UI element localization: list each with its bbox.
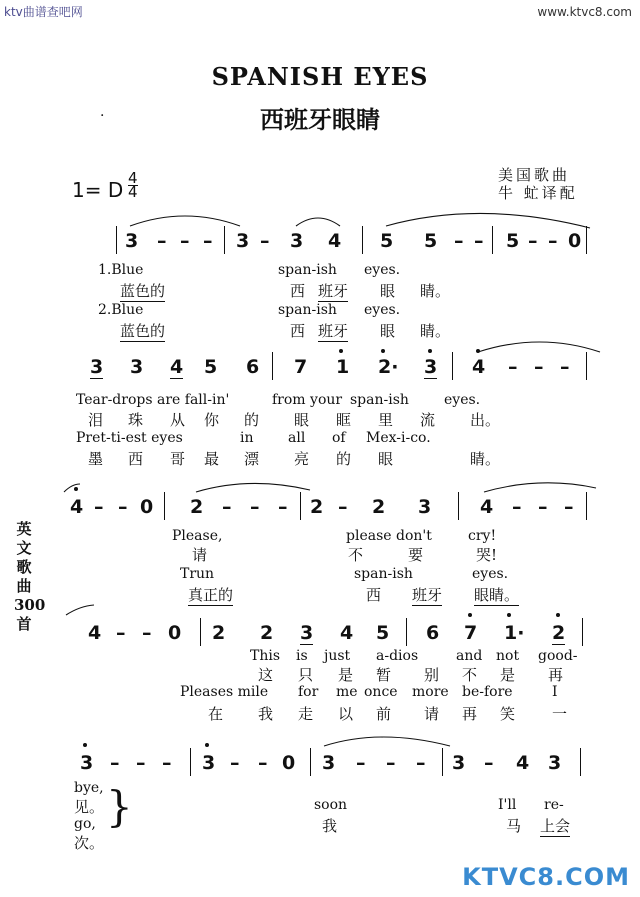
high-octave-dot: [381, 349, 385, 353]
note: 7: [294, 356, 308, 378]
lyric-v1-zh: 出。: [470, 411, 501, 429]
lyric-v2-en: 我: [322, 817, 338, 835]
lyric-v1-en: please don't: [346, 528, 432, 544]
note: –: [484, 752, 494, 774]
note: –: [538, 496, 548, 518]
lyric-v1-zh: 不: [462, 666, 478, 684]
lyric-v2-en: Trun: [180, 566, 215, 582]
lyric-v1-zh: 西: [290, 282, 306, 300]
lyric-v2-zh: 西: [128, 450, 144, 468]
note: –: [203, 230, 213, 252]
high-octave-dot: [468, 613, 472, 617]
note: 5: [376, 622, 390, 644]
lyric-v2-en: Mex-i-co.: [366, 430, 431, 446]
lyric-v1-en: span-ish: [350, 392, 409, 408]
note: –: [416, 752, 426, 774]
lyric-v1-zh: 是: [338, 666, 354, 684]
lyric-v1-en: I'll: [498, 797, 517, 813]
lyric-v2-en: 2.Blue: [98, 302, 144, 318]
lyric-v1-en: from your: [272, 392, 343, 408]
note: 3: [290, 230, 304, 252]
site-watermark-left: ktv曲谱查吧网: [4, 5, 83, 19]
lyric-v1-zh: 要: [408, 546, 424, 564]
lyric-v1-zh: 哭!: [476, 546, 498, 564]
note: –: [278, 496, 288, 518]
lyric-v2-en: in: [240, 430, 254, 446]
lyric-v1-en: eyes.: [364, 262, 401, 278]
note: –: [116, 622, 126, 644]
slur: [130, 216, 240, 226]
high-octave-dot: [556, 613, 560, 617]
lyric-v2-zh: 在: [208, 705, 224, 723]
note: –: [136, 752, 146, 774]
lyric-v1-zh: 不: [348, 546, 364, 564]
lyric-v2-zh: 走: [298, 705, 314, 723]
lyric-v1-en: Tear-drops are fall-in': [76, 392, 230, 408]
song-title-english: SPANISH EYES: [211, 62, 429, 91]
lyric-v1-zh: 蓝色的: [120, 282, 166, 300]
slur: [66, 605, 94, 615]
slur: [324, 737, 450, 746]
lyric-v2-zh: 睛。: [470, 450, 501, 468]
note: 2: [190, 496, 204, 518]
lyric-v2-en: eyes.: [472, 566, 509, 582]
high-octave-dot: [507, 613, 511, 617]
lyric-v2-zh: 哥: [170, 450, 186, 468]
lyric-v1-en: soon: [314, 797, 348, 813]
lyric-v1-en: is: [296, 648, 308, 664]
note: 6: [426, 622, 440, 644]
lyric-v2-en: Pleases mile: [180, 684, 269, 700]
lyric-v2-zh: 前: [376, 705, 392, 723]
note: 5: [424, 230, 438, 252]
lyric-v1-zh: 你: [204, 411, 220, 429]
song-title-chinese: 西班牙眼睛: [260, 105, 380, 134]
note: 3: [322, 752, 336, 774]
lyric-v1-en: good-: [538, 648, 578, 664]
lyric-v1-zh: 只: [298, 666, 314, 684]
slur: [196, 483, 310, 492]
lyric-v2-zh: 眼: [378, 450, 394, 468]
note: 2: [310, 496, 324, 518]
lyric-v1-en: Please,: [172, 528, 223, 544]
note: 4: [472, 356, 486, 378]
note: 4: [88, 622, 102, 644]
note: 5: [204, 356, 218, 378]
lyric-v2-zh: 一: [552, 705, 568, 723]
note: 4: [328, 230, 342, 252]
lyric-v1-zh: 这: [258, 666, 274, 684]
note: –: [222, 496, 232, 518]
lyric-v2-en: for: [298, 684, 319, 700]
lyric-v2-en: me: [336, 684, 358, 700]
lyric-v1-en: cry!: [468, 528, 497, 544]
note: –: [230, 752, 240, 774]
lyric-v2-zh: 次。: [74, 834, 105, 852]
lyric-v2-zh: 睛。: [420, 322, 451, 340]
lyric-v2-zh: 西: [290, 322, 306, 340]
note: 0: [168, 622, 182, 644]
side-label-collection: 英文歌曲300首: [14, 520, 46, 633]
note: 1·: [504, 622, 525, 644]
note: –: [142, 622, 152, 644]
high-octave-dot: [83, 743, 87, 747]
lyric-v2-zh: 亮: [294, 450, 310, 468]
lyric-v1-en: re-: [544, 797, 564, 813]
credit-origin: 美国歌曲: [498, 166, 571, 184]
note: 0: [282, 752, 296, 774]
stray-dot: ·: [100, 108, 105, 124]
note: 4: [70, 496, 84, 518]
lyric-v1-zh: 的: [244, 411, 260, 429]
lyric-v2-en: I: [552, 684, 558, 700]
note: –: [162, 752, 172, 774]
note: 2: [372, 496, 386, 518]
lyric-v1-zh: 珠: [128, 411, 144, 429]
note: –: [94, 496, 104, 518]
lyric-v2-zh: 的: [336, 450, 352, 468]
note: –: [356, 752, 366, 774]
note: 3: [236, 230, 250, 252]
slur: [386, 213, 590, 228]
lyric-v1-en: just: [324, 648, 351, 664]
high-octave-dot: [205, 743, 209, 747]
lyric-v1-zh: 眼: [294, 411, 310, 429]
lyric-v1-en: This: [250, 648, 281, 664]
note: 3: [424, 356, 438, 378]
lyric-v2-zh: 请: [424, 705, 440, 723]
note: 3: [90, 356, 104, 378]
slurs: [64, 213, 600, 746]
note: –: [338, 496, 348, 518]
credit-translator: 牛 虻译配: [498, 184, 578, 202]
lyric-v2-en: all: [288, 430, 306, 446]
key-signature: 1= D: [72, 178, 124, 202]
note: –: [512, 496, 522, 518]
lyric-v2-zh: 墨: [88, 450, 104, 468]
lyric-v1-zh: 从: [170, 411, 186, 429]
note: –: [548, 230, 558, 252]
lyric-v1-zh: 泪: [88, 411, 104, 429]
meter-bottom: 4: [128, 183, 138, 201]
note: –: [157, 230, 167, 252]
lyric-v2-zh: 西: [366, 586, 382, 604]
note: –: [474, 230, 484, 252]
lyric-v2-en: more: [412, 684, 449, 700]
note: 3: [300, 622, 314, 644]
lyric-v1-zh: 见。: [74, 798, 105, 816]
note: 3: [452, 752, 466, 774]
note: –: [260, 230, 270, 252]
lyric-v2-zh: 班牙: [318, 322, 349, 340]
lyric-v2-zh: 笑: [500, 705, 516, 723]
lyric-v2-zh: 再: [462, 705, 478, 723]
high-octave-dot: [339, 349, 343, 353]
lyric-v1-en: a-dios: [376, 648, 419, 664]
lyric-v1-en: eyes.: [444, 392, 481, 408]
note: 2: [552, 622, 566, 644]
lyric-v1-zh: 流: [420, 411, 436, 429]
lyric-v2-zh: 蓝色的: [120, 322, 166, 340]
slur: [296, 218, 340, 226]
octave-dots: [74, 349, 560, 747]
meter-top: 4: [128, 169, 138, 187]
lyric-v1-en: bye,: [74, 780, 104, 796]
note: –: [508, 356, 518, 378]
lyric-v2-zh: 班牙: [412, 586, 443, 604]
note: 1: [336, 356, 350, 378]
note: –: [564, 496, 574, 518]
lyric-v1-zh: 是: [500, 666, 516, 684]
lyric-v2-zh: 眼睛。: [474, 586, 520, 604]
lyric-v1-zh: 里: [378, 411, 394, 429]
lyric-v1-en: and: [456, 648, 483, 664]
lyric-v2-zh: 真正的: [188, 586, 234, 604]
lyric-v1-zh: 眶: [336, 411, 352, 429]
slur: [484, 483, 596, 492]
note: 3: [130, 356, 144, 378]
lyric-v1-zh: 别: [424, 666, 440, 684]
lyric-v1-zh: 班牙: [318, 282, 349, 300]
lyric-v2-en: eyes.: [364, 302, 401, 318]
note: 4: [170, 356, 184, 378]
note: 2·: [378, 356, 399, 378]
lyric-v2-en: of: [332, 430, 346, 446]
note: 6: [246, 356, 260, 378]
note: –: [180, 230, 190, 252]
note: –: [386, 752, 396, 774]
slur: [478, 342, 600, 352]
note: –: [528, 230, 538, 252]
note: –: [534, 356, 544, 378]
note: 3: [202, 752, 216, 774]
lyric-v1-zh: 上会: [540, 817, 571, 835]
note: –: [258, 752, 268, 774]
note: 3: [80, 752, 94, 774]
lyric-v2-en: span-ish: [278, 302, 337, 318]
note: –: [560, 356, 570, 378]
lyric-v1-zh: 请: [192, 546, 208, 564]
site-logo-watermark: KTVC8.COM: [462, 863, 630, 891]
site-watermark-right: www.ktvc8.com: [537, 5, 632, 19]
lyric-v2-en: go,: [74, 816, 96, 832]
lyric-v1-en: 1.Blue: [98, 262, 144, 278]
lyric-v2-zh: 最: [204, 450, 220, 468]
note: 4: [340, 622, 354, 644]
lyric-v2-zh: 以: [338, 705, 354, 723]
lyric-v1-zh: 眼: [380, 282, 396, 300]
note: –: [250, 496, 260, 518]
lyric-v1-en: span-ish: [278, 262, 337, 278]
note: –: [110, 752, 120, 774]
note: 4: [516, 752, 530, 774]
lyric-v2-en: Pret-ti-est eyes: [76, 430, 183, 446]
high-octave-dot: [428, 349, 432, 353]
lyric-v2-en: span-ish: [354, 566, 413, 582]
lyric-v2-en: once: [364, 684, 398, 700]
note: 3: [125, 230, 139, 252]
note: –: [454, 230, 464, 252]
lyric-v1-en: not: [496, 648, 520, 664]
note: 2: [260, 622, 274, 644]
lyric-v2-zh: 我: [258, 705, 274, 723]
note: 4: [480, 496, 494, 518]
lyric-v2-zh: 眼: [380, 322, 396, 340]
lyric-v1-zh: 睛。: [420, 282, 451, 300]
lyric-v1-zh: 马: [506, 817, 522, 835]
lyric-v2-zh: 漂: [244, 450, 260, 468]
verse-brace: }: [106, 782, 133, 831]
note: 3: [548, 752, 562, 774]
lyric-v1-zh: 再: [548, 666, 564, 684]
note: 2: [212, 622, 226, 644]
note: 3: [418, 496, 432, 518]
high-octave-dot: [74, 487, 78, 491]
note: 0: [568, 230, 582, 252]
note: –: [118, 496, 128, 518]
note: 5: [380, 230, 394, 252]
note: 5: [506, 230, 520, 252]
note: 7: [464, 622, 478, 644]
note: 0: [140, 496, 154, 518]
lyric-v2-en: be-fore: [462, 684, 513, 700]
lyric-v1-zh: 暂: [376, 666, 392, 684]
